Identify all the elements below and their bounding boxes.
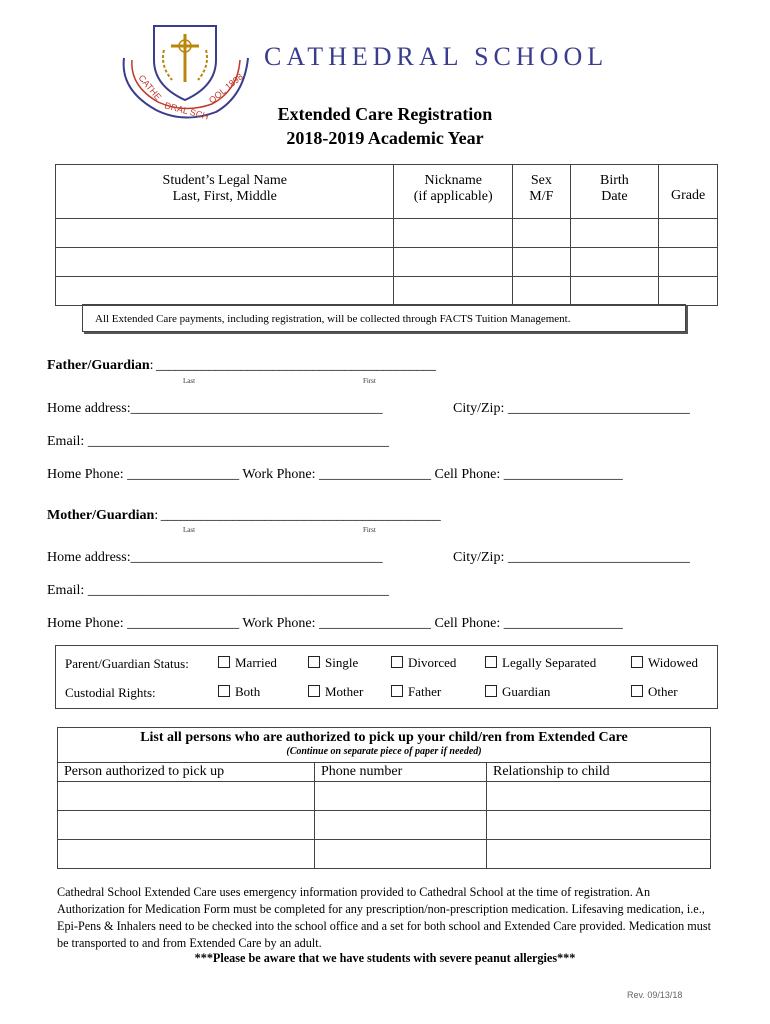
- checkbox-both-label: Both: [235, 684, 261, 699]
- father-city-zip[interactable]: City/Zip: __________________________: [453, 401, 690, 416]
- checkbox-father[interactable]: [391, 684, 441, 700]
- table-row[interactable]: [58, 811, 711, 840]
- svg-text:DRAL SCH: DRAL SCH: [163, 100, 210, 122]
- col-relationship: Relationship to child: [487, 763, 711, 782]
- checkbox-divorced-label: Divorced: [408, 655, 457, 670]
- checkbox-legally-separated-label: Legally Separated: [502, 655, 597, 670]
- checkbox-icon[interactable]: [391, 685, 403, 697]
- col-legal-name-line2: Last, First, Middle: [172, 189, 277, 204]
- cell-input[interactable]: [56, 277, 394, 306]
- cell-input[interactable]: [394, 248, 513, 277]
- cell-input[interactable]: [58, 782, 315, 811]
- checkbox-married-label: Married: [235, 655, 277, 670]
- academic-year: 2018-2019 Academic Year: [286, 128, 484, 148]
- table-row[interactable]: [58, 782, 711, 811]
- custodial-label: Custodial Rights:: [65, 685, 156, 700]
- checkbox-mother[interactable]: [308, 684, 363, 700]
- pickup-subtitle: (Continue on separate piece of paper if needed): [286, 746, 482, 757]
- father-email[interactable]: Email: ___________________________________________: [47, 434, 389, 449]
- col-grade-label: Grade: [670, 187, 706, 203]
- col-nickname: [394, 165, 513, 219]
- mother-city-zip[interactable]: City/Zip: __________________________: [453, 550, 690, 565]
- cell-input[interactable]: [570, 219, 658, 248]
- cell-input[interactable]: [659, 219, 718, 248]
- checkbox-guardian-label: Guardian: [502, 684, 551, 699]
- cell-input[interactable]: [56, 219, 394, 248]
- checkbox-legally-separated[interactable]: [485, 655, 596, 671]
- father-guardian-line[interactable]: : ___________________________________________: [149, 358, 436, 373]
- svg-text:OOL 1898: OOL 1898: [206, 71, 245, 106]
- checkbox-other[interactable]: [631, 684, 678, 700]
- mother-home-address[interactable]: Home address:____________________________________: [47, 550, 383, 565]
- col-phone: Phone number: [315, 763, 487, 782]
- student-table: [55, 164, 718, 306]
- form-title: Extended Care Registration: [277, 104, 493, 124]
- col-person: Person authorized to pick up: [58, 763, 315, 782]
- cell-input[interactable]: [394, 219, 513, 248]
- cell-input[interactable]: [487, 811, 711, 840]
- col-birth-line2: Date: [601, 189, 628, 204]
- table-row[interactable]: [58, 840, 711, 869]
- peanut-allergy-warning: ***Please be aware that we have students with severe peanut allergies***: [194, 951, 576, 965]
- payment-notice: All Extended Care payments, including registration, will be collected through FACTS Tuition Management.: [82, 304, 686, 332]
- father-guardian-label: Father/Guardian: [47, 358, 150, 373]
- medication-paragraph: Cathedral School Extended Care uses emergency information provided to Cathedral School at the time of registration. An Authorization for Medication Form must be completed for any prescription/non-prescription medication. Lifesaving medication, i.e., Epi-Pens & Inhalers need to be checked into the school office and a set for both school and Extended Care provided. Medication must be transported to and from Extended Care by an adult.: [57, 885, 711, 950]
- pickup-title-cell: [58, 728, 711, 763]
- checkbox-divorced[interactable]: [391, 655, 456, 671]
- col-legal-name-line1: Student’s Legal Name: [162, 173, 287, 188]
- checkbox-icon[interactable]: [308, 685, 320, 697]
- col-birth-line1: Birth: [600, 173, 629, 188]
- father-first-caption: First: [363, 377, 376, 385]
- revision-date: Rev. 09/13/18: [627, 990, 683, 1000]
- col-birth-date: [570, 165, 658, 219]
- cell-input[interactable]: [512, 248, 570, 277]
- checkbox-married[interactable]: [218, 655, 277, 671]
- cell-input[interactable]: [487, 782, 711, 811]
- mother-last-caption: Last: [183, 526, 196, 534]
- cell-input[interactable]: [570, 277, 658, 306]
- status-label: Parent/Guardian Status:: [65, 656, 189, 671]
- col-nickname-line1: Nickname: [424, 173, 482, 188]
- cell-input[interactable]: [58, 811, 315, 840]
- cell-input[interactable]: [487, 840, 711, 869]
- col-grade: [659, 165, 718, 219]
- checkbox-single-label: Single: [325, 655, 359, 670]
- checkbox-icon[interactable]: [308, 656, 320, 668]
- pickup-table: [57, 727, 711, 869]
- mother-first-caption: First: [363, 526, 376, 534]
- father-last-caption: Last: [183, 377, 196, 385]
- father-phones[interactable]: Home Phone: ________________ Work Phone: ________________ Cell Phone: _________________: [47, 467, 623, 482]
- table-header-row: [56, 165, 718, 219]
- checkbox-icon[interactable]: [218, 656, 230, 668]
- mother-guardian-label: Mother/Guardian: [47, 508, 155, 523]
- checkbox-icon[interactable]: [485, 656, 497, 668]
- cell-input[interactable]: [315, 811, 487, 840]
- checkbox-father-label: Father: [408, 684, 442, 699]
- checkbox-widowed-label: Widowed: [648, 655, 699, 670]
- svg-text:CATHE: CATHE: [136, 72, 164, 103]
- pickup-title: List all persons who are authorized to pick up your child/ren from Extended Care: [140, 730, 628, 745]
- father-home-address[interactable]: Home address:____________________________________: [47, 401, 383, 416]
- col-sex-line1: Sex: [530, 173, 552, 188]
- father-guardian-field[interactable]: [47, 358, 436, 374]
- mother-phones[interactable]: Home Phone: ________________ Work Phone: ________________ Cell Phone: _________________: [47, 616, 623, 631]
- table-row[interactable]: [56, 277, 718, 306]
- col-nickname-line2: (if applicable): [413, 189, 493, 204]
- checkbox-icon[interactable]: [631, 656, 643, 668]
- mother-guardian-field[interactable]: [47, 508, 440, 524]
- pickup-header-row: [58, 763, 711, 782]
- cell-input[interactable]: [659, 248, 718, 277]
- mother-guardian-line[interactable]: : ___________________________________________: [154, 508, 441, 523]
- checkbox-icon[interactable]: [391, 656, 403, 668]
- mother-email[interactable]: Email: ___________________________________________: [47, 583, 389, 598]
- cell-input[interactable]: [315, 782, 487, 811]
- checkbox-other-label: Other: [648, 684, 678, 699]
- cell-input[interactable]: [56, 248, 394, 277]
- cell-input[interactable]: [315, 840, 487, 869]
- checkbox-single[interactable]: [308, 655, 358, 671]
- cell-input[interactable]: [659, 277, 718, 306]
- checkbox-widowed[interactable]: [631, 655, 698, 671]
- table-row[interactable]: [56, 248, 718, 277]
- school-name: CATHEDRAL SCHOOL: [264, 42, 609, 71]
- cell-input[interactable]: [58, 840, 315, 869]
- cell-input[interactable]: [512, 277, 570, 306]
- col-sex: [512, 165, 570, 219]
- col-sex-line2: M/F: [529, 189, 554, 204]
- cell-input[interactable]: [394, 277, 513, 306]
- checkbox-icon[interactable]: [218, 685, 230, 697]
- checkbox-mother-label: Mother: [325, 684, 364, 699]
- checkbox-icon[interactable]: [631, 685, 643, 697]
- checkbox-icon[interactable]: [485, 685, 497, 697]
- checkbox-guardian[interactable]: [485, 684, 550, 700]
- table-row[interactable]: [56, 219, 718, 248]
- cell-input[interactable]: [570, 248, 658, 277]
- checkbox-both[interactable]: [218, 684, 260, 700]
- cell-input[interactable]: [512, 219, 570, 248]
- pickup-title-row: [58, 728, 711, 763]
- col-legal-name: [56, 165, 394, 219]
